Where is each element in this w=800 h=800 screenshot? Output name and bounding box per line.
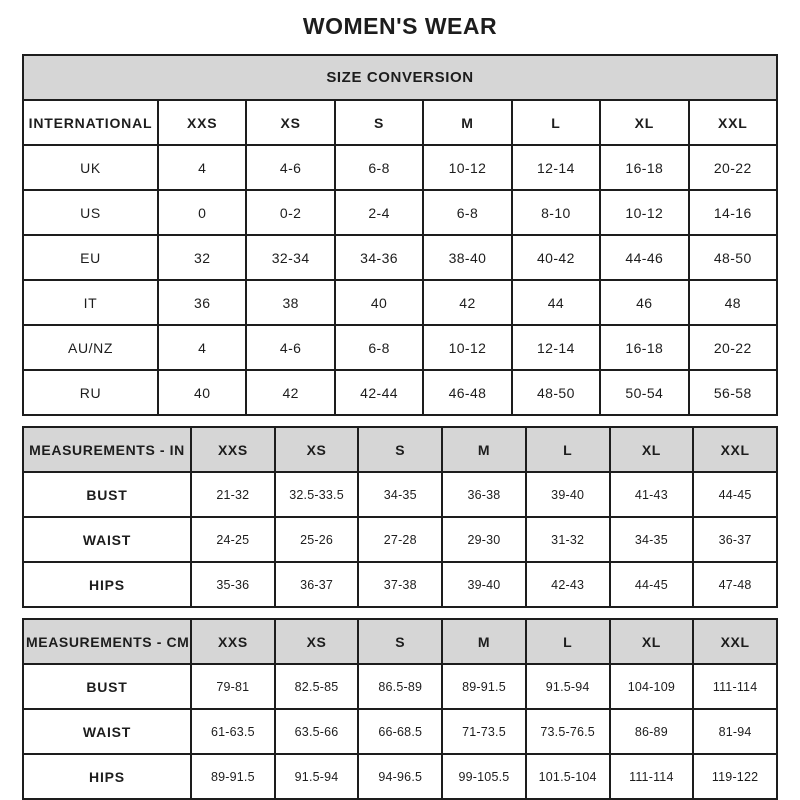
measurement-cell: 119-122 xyxy=(693,754,777,799)
row-label-eu: EU xyxy=(23,235,158,280)
column-header-international: INTERNATIONAL xyxy=(23,100,158,145)
measurement-cell: 36-37 xyxy=(275,562,359,607)
size-conversion-banner-row xyxy=(23,55,777,100)
column-header-m: M xyxy=(442,427,526,472)
size-cell: 16-18 xyxy=(600,145,688,190)
measurement-cell: 73.5-76.5 xyxy=(526,709,610,754)
measurement-cell: 61-63.5 xyxy=(191,709,275,754)
row-label-ru: RU xyxy=(23,370,158,415)
column-header-xxl: XXL xyxy=(689,100,777,145)
measurement-cell: 63.5-66 xyxy=(275,709,359,754)
size-cell: 46 xyxy=(600,280,688,325)
measurement-cell: 39-40 xyxy=(442,562,526,607)
column-header-xs: XS xyxy=(246,100,334,145)
size-conversion-title: SIZE CONVERSION xyxy=(23,55,777,100)
table-row-bust-in xyxy=(23,472,777,517)
size-cell: 56-58 xyxy=(689,370,777,415)
table-row-waist-cm xyxy=(23,709,777,754)
table-row-hips-in xyxy=(23,562,777,607)
size-cell: 34-36 xyxy=(335,235,423,280)
column-header-xs: XS xyxy=(275,619,359,664)
table-row-it xyxy=(23,280,777,325)
size-cell: 46-48 xyxy=(423,370,511,415)
measurement-cell: 34-35 xyxy=(358,472,442,517)
size-cell: 12-14 xyxy=(512,325,600,370)
table-row-eu xyxy=(23,235,777,280)
size-cell: 16-18 xyxy=(600,325,688,370)
row-label-hips: HIPS xyxy=(23,562,191,607)
row-label-bust: BUST xyxy=(23,472,191,517)
measurement-cell: 104-109 xyxy=(610,664,694,709)
table-row-hips-cm xyxy=(23,754,777,799)
measurement-cell: 99-105.5 xyxy=(442,754,526,799)
column-header-xl: XL xyxy=(600,100,688,145)
size-cell: 12-14 xyxy=(512,145,600,190)
table-row-bust-cm xyxy=(23,664,777,709)
size-cell: 48 xyxy=(689,280,777,325)
size-cell: 2-4 xyxy=(335,190,423,235)
measurement-cell: 44-45 xyxy=(693,472,777,517)
measurement-cell: 34-35 xyxy=(610,517,694,562)
row-label-waist: WAIST xyxy=(23,517,191,562)
measurement-cell: 89-91.5 xyxy=(442,664,526,709)
measurement-cell: 42-43 xyxy=(526,562,610,607)
size-cell: 20-22 xyxy=(689,325,777,370)
measurements-cm-header-row xyxy=(23,619,777,664)
size-cell: 36 xyxy=(158,280,246,325)
measurement-cell: 94-96.5 xyxy=(358,754,442,799)
measurement-cell: 32.5-33.5 xyxy=(275,472,359,517)
measurements-cm-title: MEASUREMENTS - CM xyxy=(23,619,191,664)
measurement-cell: 27-28 xyxy=(358,517,442,562)
size-cell: 4-6 xyxy=(246,325,334,370)
row-label-bust: BUST xyxy=(23,664,191,709)
measurement-cell: 86-89 xyxy=(610,709,694,754)
row-label-uk: UK xyxy=(23,145,158,190)
size-cell: 44 xyxy=(512,280,600,325)
table-row-aunz xyxy=(23,325,777,370)
measurement-cell: 41-43 xyxy=(610,472,694,517)
column-header-xl: XL xyxy=(610,619,694,664)
measurement-cell: 29-30 xyxy=(442,517,526,562)
size-cell: 40 xyxy=(335,280,423,325)
column-header-xxs: XXS xyxy=(158,100,246,145)
size-cell: 4 xyxy=(158,145,246,190)
measurement-cell: 44-45 xyxy=(610,562,694,607)
measurement-cell: 82.5-85 xyxy=(275,664,359,709)
column-header-m: M xyxy=(442,619,526,664)
measurement-cell: 86.5-89 xyxy=(358,664,442,709)
measurement-cell: 66-68.5 xyxy=(358,709,442,754)
measurements-in-title: MEASUREMENTS - IN xyxy=(23,427,191,472)
size-cell: 48-50 xyxy=(512,370,600,415)
column-header-xxl: XXL xyxy=(693,619,777,664)
row-label-aunz: AU/NZ xyxy=(23,325,158,370)
measurement-cell: 35-36 xyxy=(191,562,275,607)
table-row-ru xyxy=(23,370,777,415)
row-label-it: IT xyxy=(23,280,158,325)
column-header-m: M xyxy=(423,100,511,145)
table-row-uk xyxy=(23,145,777,190)
size-cell: 40 xyxy=(158,370,246,415)
size-cell: 8-10 xyxy=(512,190,600,235)
measurement-cell: 91.5-94 xyxy=(526,664,610,709)
size-cell: 10-12 xyxy=(423,145,511,190)
column-header-s: S xyxy=(358,619,442,664)
column-header-xxl: XXL xyxy=(693,427,777,472)
table-row-waist-in xyxy=(23,517,777,562)
size-cell: 10-12 xyxy=(600,190,688,235)
size-cell: 38-40 xyxy=(423,235,511,280)
measurements-in-table xyxy=(22,426,778,608)
column-header-l: L xyxy=(526,619,610,664)
size-cell: 0 xyxy=(158,190,246,235)
table-row-us xyxy=(23,190,777,235)
size-cell: 42-44 xyxy=(335,370,423,415)
measurement-cell: 37-38 xyxy=(358,562,442,607)
size-cell: 32-34 xyxy=(246,235,334,280)
size-cell: 0-2 xyxy=(246,190,334,235)
size-cell: 44-46 xyxy=(600,235,688,280)
measurement-cell: 31-32 xyxy=(526,517,610,562)
size-cell: 10-12 xyxy=(423,325,511,370)
measurement-cell: 81-94 xyxy=(693,709,777,754)
column-header-l: L xyxy=(526,427,610,472)
size-cell: 48-50 xyxy=(689,235,777,280)
size-cell: 4 xyxy=(158,325,246,370)
size-cell: 6-8 xyxy=(335,145,423,190)
row-label-hips: HIPS xyxy=(23,754,191,799)
column-header-xxs: XXS xyxy=(191,619,275,664)
column-header-s: S xyxy=(358,427,442,472)
row-label-waist: WAIST xyxy=(23,709,191,754)
column-header-s: S xyxy=(335,100,423,145)
column-header-xl: XL xyxy=(610,427,694,472)
size-cell: 42 xyxy=(246,370,334,415)
size-cell: 40-42 xyxy=(512,235,600,280)
size-conversion-column-header-row xyxy=(23,100,777,145)
measurement-cell: 47-48 xyxy=(693,562,777,607)
measurement-cell: 39-40 xyxy=(526,472,610,517)
measurement-cell: 71-73.5 xyxy=(442,709,526,754)
measurement-cell: 111-114 xyxy=(693,664,777,709)
measurement-cell: 101.5-104 xyxy=(526,754,610,799)
measurement-cell: 89-91.5 xyxy=(191,754,275,799)
measurement-cell: 91.5-94 xyxy=(275,754,359,799)
size-cell: 14-16 xyxy=(689,190,777,235)
column-header-xxs: XXS xyxy=(191,427,275,472)
size-cell: 32 xyxy=(158,235,246,280)
measurement-cell: 79-81 xyxy=(191,664,275,709)
size-conversion-table xyxy=(22,54,778,416)
row-label-us: US xyxy=(23,190,158,235)
measurements-in-header-row xyxy=(23,427,777,472)
measurement-cell: 36-38 xyxy=(442,472,526,517)
size-cell: 6-8 xyxy=(335,325,423,370)
size-cell: 38 xyxy=(246,280,334,325)
size-cell: 4-6 xyxy=(246,145,334,190)
size-cell: 50-54 xyxy=(600,370,688,415)
size-cell: 20-22 xyxy=(689,145,777,190)
measurement-cell: 21-32 xyxy=(191,472,275,517)
measurement-cell: 111-114 xyxy=(610,754,694,799)
measurement-cell: 24-25 xyxy=(191,517,275,562)
size-cell: 42 xyxy=(423,280,511,325)
size-cell: 6-8 xyxy=(423,190,511,235)
measurement-cell: 25-26 xyxy=(275,517,359,562)
measurements-cm-table xyxy=(22,618,778,800)
measurement-cell: 36-37 xyxy=(693,517,777,562)
column-header-xs: XS xyxy=(275,427,359,472)
page-title: WOMEN'S WEAR xyxy=(302,13,498,39)
column-header-l: L xyxy=(512,100,600,145)
